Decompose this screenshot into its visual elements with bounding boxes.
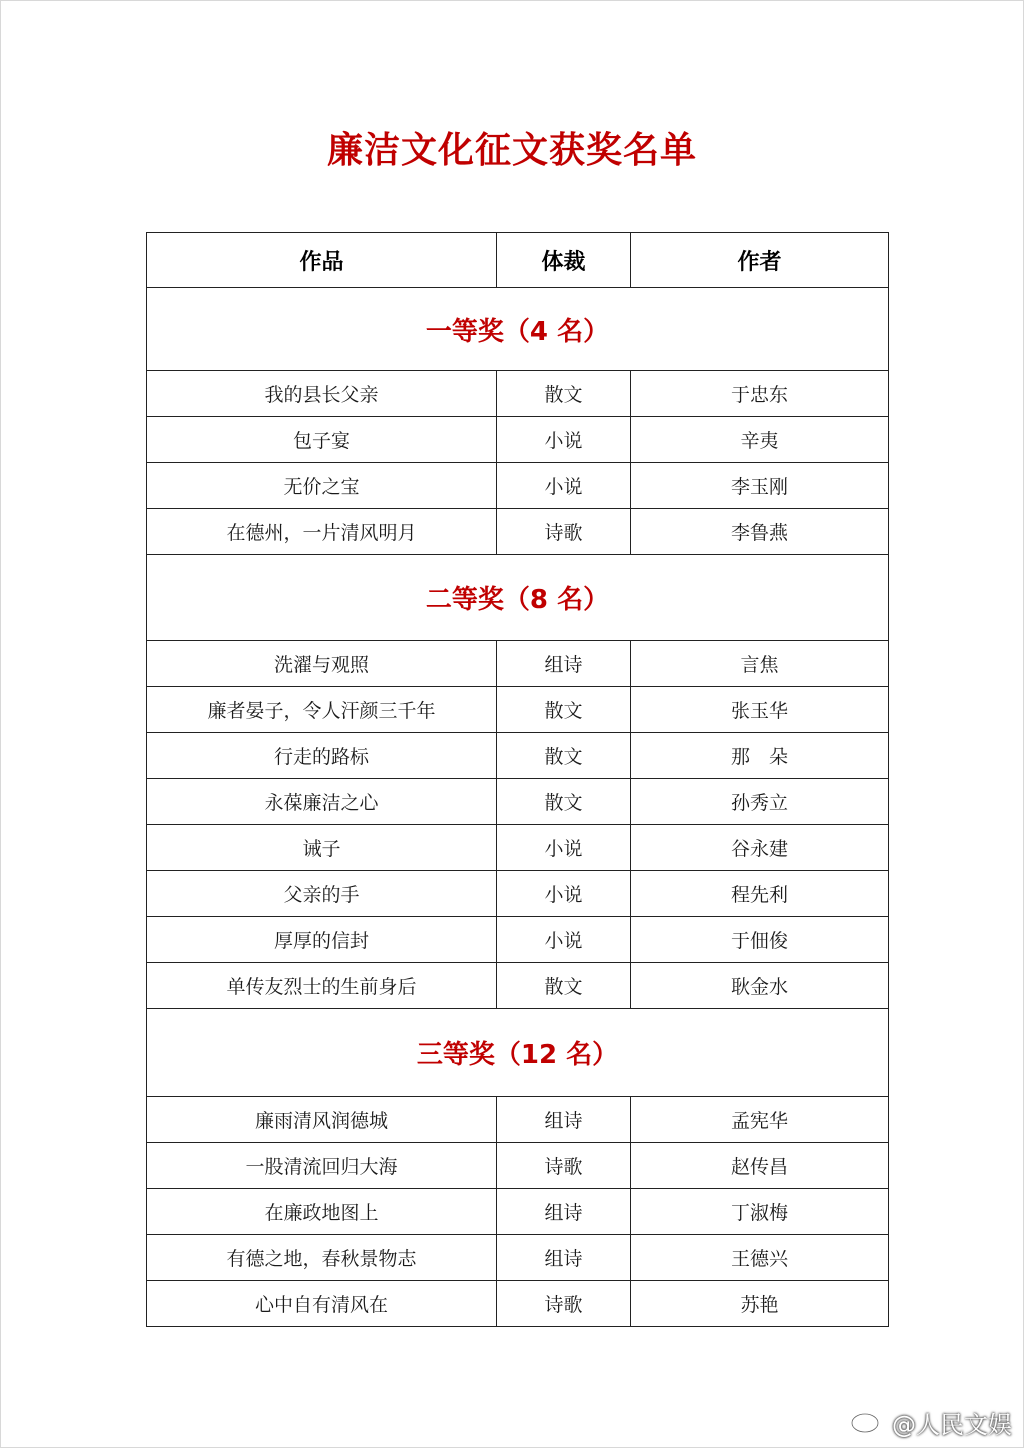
author-cell: 王德兴 <box>631 1235 889 1281</box>
genre-cell: 诗歌 <box>497 1143 631 1189</box>
section-row-second-prize <box>147 555 889 641</box>
column-header-work: 作品 <box>147 233 497 288</box>
watermark <box>850 1404 1012 1440</box>
genre-cell: 散文 <box>497 733 631 779</box>
work-cell: 洗濯与观照 <box>147 641 497 687</box>
section-row-third-prize <box>147 1009 889 1097</box>
author-cell: 孟宪华 <box>631 1097 889 1143</box>
table-row <box>147 871 889 917</box>
work-cell: 厚厚的信封 <box>147 917 497 963</box>
genre-cell: 小说 <box>497 463 631 509</box>
table-row <box>147 779 889 825</box>
table-row <box>147 641 889 687</box>
table-row <box>147 687 889 733</box>
table-row <box>147 371 889 417</box>
author-cell: 辛夷 <box>631 417 889 463</box>
genre-cell: 散文 <box>497 687 631 733</box>
author-cell: 程先利 <box>631 871 889 917</box>
work-cell: 无价之宝 <box>147 463 497 509</box>
author-cell: 于佃俊 <box>631 917 889 963</box>
genre-cell: 小说 <box>497 917 631 963</box>
work-cell: 心中自有清风在 <box>147 1281 497 1327</box>
work-cell: 在德州，一片清风明月 <box>147 509 497 555</box>
genre-cell: 诗歌 <box>497 509 631 555</box>
header-row <box>147 233 889 288</box>
table-row <box>147 509 889 555</box>
work-cell: 廉雨清风润德城 <box>147 1097 497 1143</box>
author-cell: 耿金水 <box>631 963 889 1009</box>
work-cell: 在廉政地图上 <box>147 1189 497 1235</box>
genre-cell: 散文 <box>497 371 631 417</box>
author-cell: 那 朵 <box>631 733 889 779</box>
genre-cell: 小说 <box>497 417 631 463</box>
author-cell: 孙秀立 <box>631 779 889 825</box>
column-header-author: 作者 <box>631 233 889 288</box>
genre-cell: 组诗 <box>497 641 631 687</box>
section-label: 一等奖（4 名） <box>147 288 889 371</box>
weibo-icon <box>850 1404 886 1440</box>
table-row <box>147 1143 889 1189</box>
author-cell: 言焦 <box>631 641 889 687</box>
work-cell: 廉者晏子，令人汗颜三千年 <box>147 687 497 733</box>
table-row <box>147 1235 889 1281</box>
table-row <box>147 825 889 871</box>
genre-cell: 组诗 <box>497 1097 631 1143</box>
author-cell: 李鲁燕 <box>631 509 889 555</box>
work-cell: 一股清流回归大海 <box>147 1143 497 1189</box>
section-label: 二等奖（8 名） <box>147 555 889 641</box>
author-cell: 赵传昌 <box>631 1143 889 1189</box>
table-row <box>147 917 889 963</box>
author-cell: 谷永建 <box>631 825 889 871</box>
table-row <box>147 463 889 509</box>
watermark-text: @人民文娱 <box>892 1410 1012 1439</box>
genre-cell: 散文 <box>497 779 631 825</box>
section-row-first-prize <box>147 288 889 371</box>
table-row <box>147 1097 889 1143</box>
genre-cell: 小说 <box>497 871 631 917</box>
work-cell: 单传友烈士的生前身后 <box>147 963 497 1009</box>
work-cell: 诫子 <box>147 825 497 871</box>
table-row <box>147 1189 889 1235</box>
genre-cell: 小说 <box>497 825 631 871</box>
work-cell: 永葆廉洁之心 <box>147 779 497 825</box>
column-header-genre: 体裁 <box>497 233 631 288</box>
genre-cell: 诗歌 <box>497 1281 631 1327</box>
award-table <box>146 232 889 1327</box>
table-row <box>147 733 889 779</box>
table-row <box>147 1281 889 1327</box>
author-cell: 李玉刚 <box>631 463 889 509</box>
table-row <box>147 417 889 463</box>
page-title: 廉洁文化征文获奖名单 <box>326 130 697 171</box>
genre-cell: 散文 <box>497 963 631 1009</box>
genre-cell: 组诗 <box>497 1189 631 1235</box>
section-label: 三等奖（12 名） <box>147 1009 889 1097</box>
work-cell: 我的县长父亲 <box>147 371 497 417</box>
work-cell: 行走的路标 <box>147 733 497 779</box>
author-cell: 丁淑梅 <box>631 1189 889 1235</box>
table-row <box>147 963 889 1009</box>
work-cell: 包子宴 <box>147 417 497 463</box>
work-cell: 父亲的手 <box>147 871 497 917</box>
work-cell: 有德之地，春秋景物志 <box>147 1235 497 1281</box>
author-cell: 张玉华 <box>631 687 889 733</box>
author-cell: 苏艳 <box>631 1281 889 1327</box>
genre-cell: 组诗 <box>497 1235 631 1281</box>
author-cell: 于忠东 <box>631 371 889 417</box>
